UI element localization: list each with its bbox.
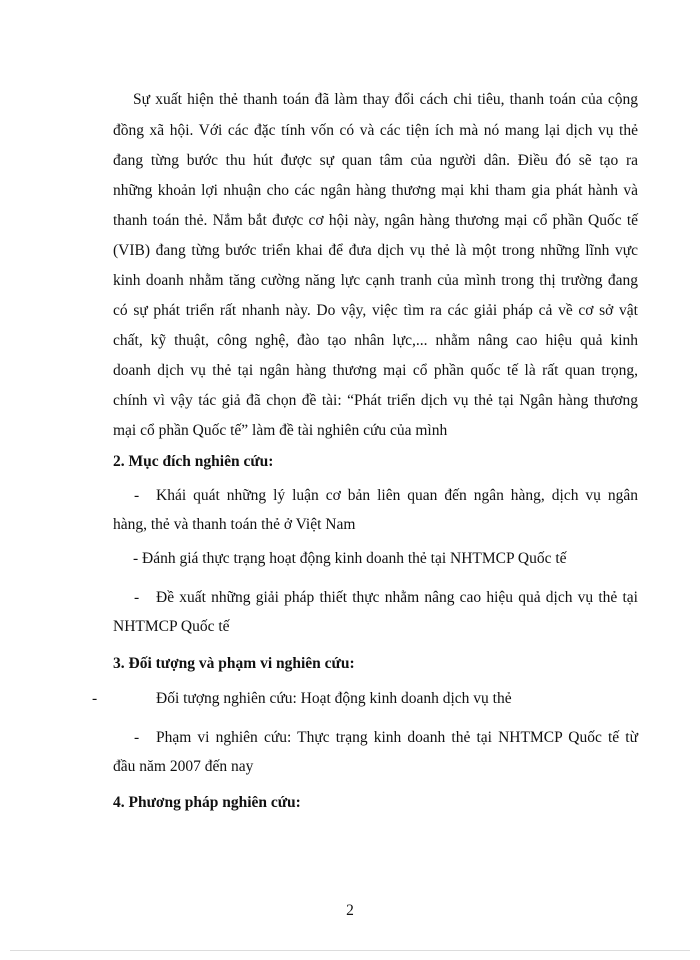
text-line: chất, kỹ thuật, công nghệ, đào tạo nhân lực,... nhằm nâng cao hiệu quả kinh xyxy=(113,332,638,349)
text-line: thanh toán thẻ. Nắm bắt được cơ hội này, ngân hàng thương mại cổ phần Quốc tế xyxy=(113,212,638,229)
bullet-dash: - xyxy=(92,690,98,707)
bullet-dash: - xyxy=(134,729,140,746)
text-line: đồng xã hội. Với các đặc tính vốn có và các tiện ích mà nó mang lại dịch vụ thẻ xyxy=(113,122,638,139)
text-line: Sự xuất hiện thẻ thanh toán đã làm thay đổi cách chi tiêu, thanh toán của cộng xyxy=(133,91,638,108)
text-line: chính vì vậy tác giả đã chọn đề tài: “Phát triển dịch vụ thẻ tại Ngân hàng thương xyxy=(113,392,638,409)
text-line: doanh dịch vụ thẻ tại ngân hàng thương mại cổ phần quốc tế là rất quan trọng, xyxy=(113,362,638,379)
list-item-text: hàng, thẻ và thanh toán thẻ ở Việt Nam xyxy=(113,516,356,533)
list-item-text: Phạm vi nghiên cứu: Thực trạng kinh doanh thẻ tại NHTMCP Quốc tế từ xyxy=(156,729,638,746)
text-line: (VIB) đang từng bước triển khai để đưa dịch vụ thẻ là một trong những lĩnh vực xyxy=(113,242,638,259)
list-item-text: - Đánh giá thực trạng hoạt động kinh doanh thẻ tại NHTMCP Quốc tế xyxy=(133,550,567,567)
section-3-heading: 3. Đối tượng và phạm vi nghiên cứu: xyxy=(113,655,355,672)
bullet-dash: - xyxy=(134,589,140,606)
list-item-text: Đề xuất những giải pháp thiết thực nhằm nâng cao hiệu quả dịch vụ thẻ tại xyxy=(156,589,638,606)
text-line: những khoản lợi nhuận cho các ngân hàng thương mại khi tham gia phát hành và xyxy=(113,182,638,199)
section-2-heading: 2. Mục đích nghiên cứu: xyxy=(113,453,274,470)
list-item-text: Khái quát những lý luận cơ bản liên quan đến ngân hàng, dịch vụ ngân xyxy=(156,487,638,504)
bullet-dash: - xyxy=(134,487,140,504)
text-line: có sự phát triển rất nhanh này. Do vậy, việc tìm ra các giải pháp cả về cơ sở vật xyxy=(113,302,638,319)
section-4-heading: 4. Phương pháp nghiên cứu: xyxy=(113,794,301,811)
page-edge-divider xyxy=(10,950,690,951)
list-item-text: Đối tượng nghiên cứu: Hoạt động kinh doanh dịch vụ thẻ xyxy=(156,690,512,707)
text-line: đang từng bước thu hút được sự quan tâm của người dân. Điều đó sẽ tạo ra xyxy=(113,152,638,169)
page-number: 2 xyxy=(346,902,354,919)
list-item-text: NHTMCP Quốc tế xyxy=(113,618,230,635)
text-line: kinh doanh nhằm tăng cường năng lực cạnh tranh của mình trong thị trường đang xyxy=(113,272,638,289)
text-line: mại cổ phần Quốc tế” làm đề tài nghiên cứu của mình xyxy=(113,422,448,439)
list-item-text: đầu năm 2007 đến nay xyxy=(113,758,254,775)
